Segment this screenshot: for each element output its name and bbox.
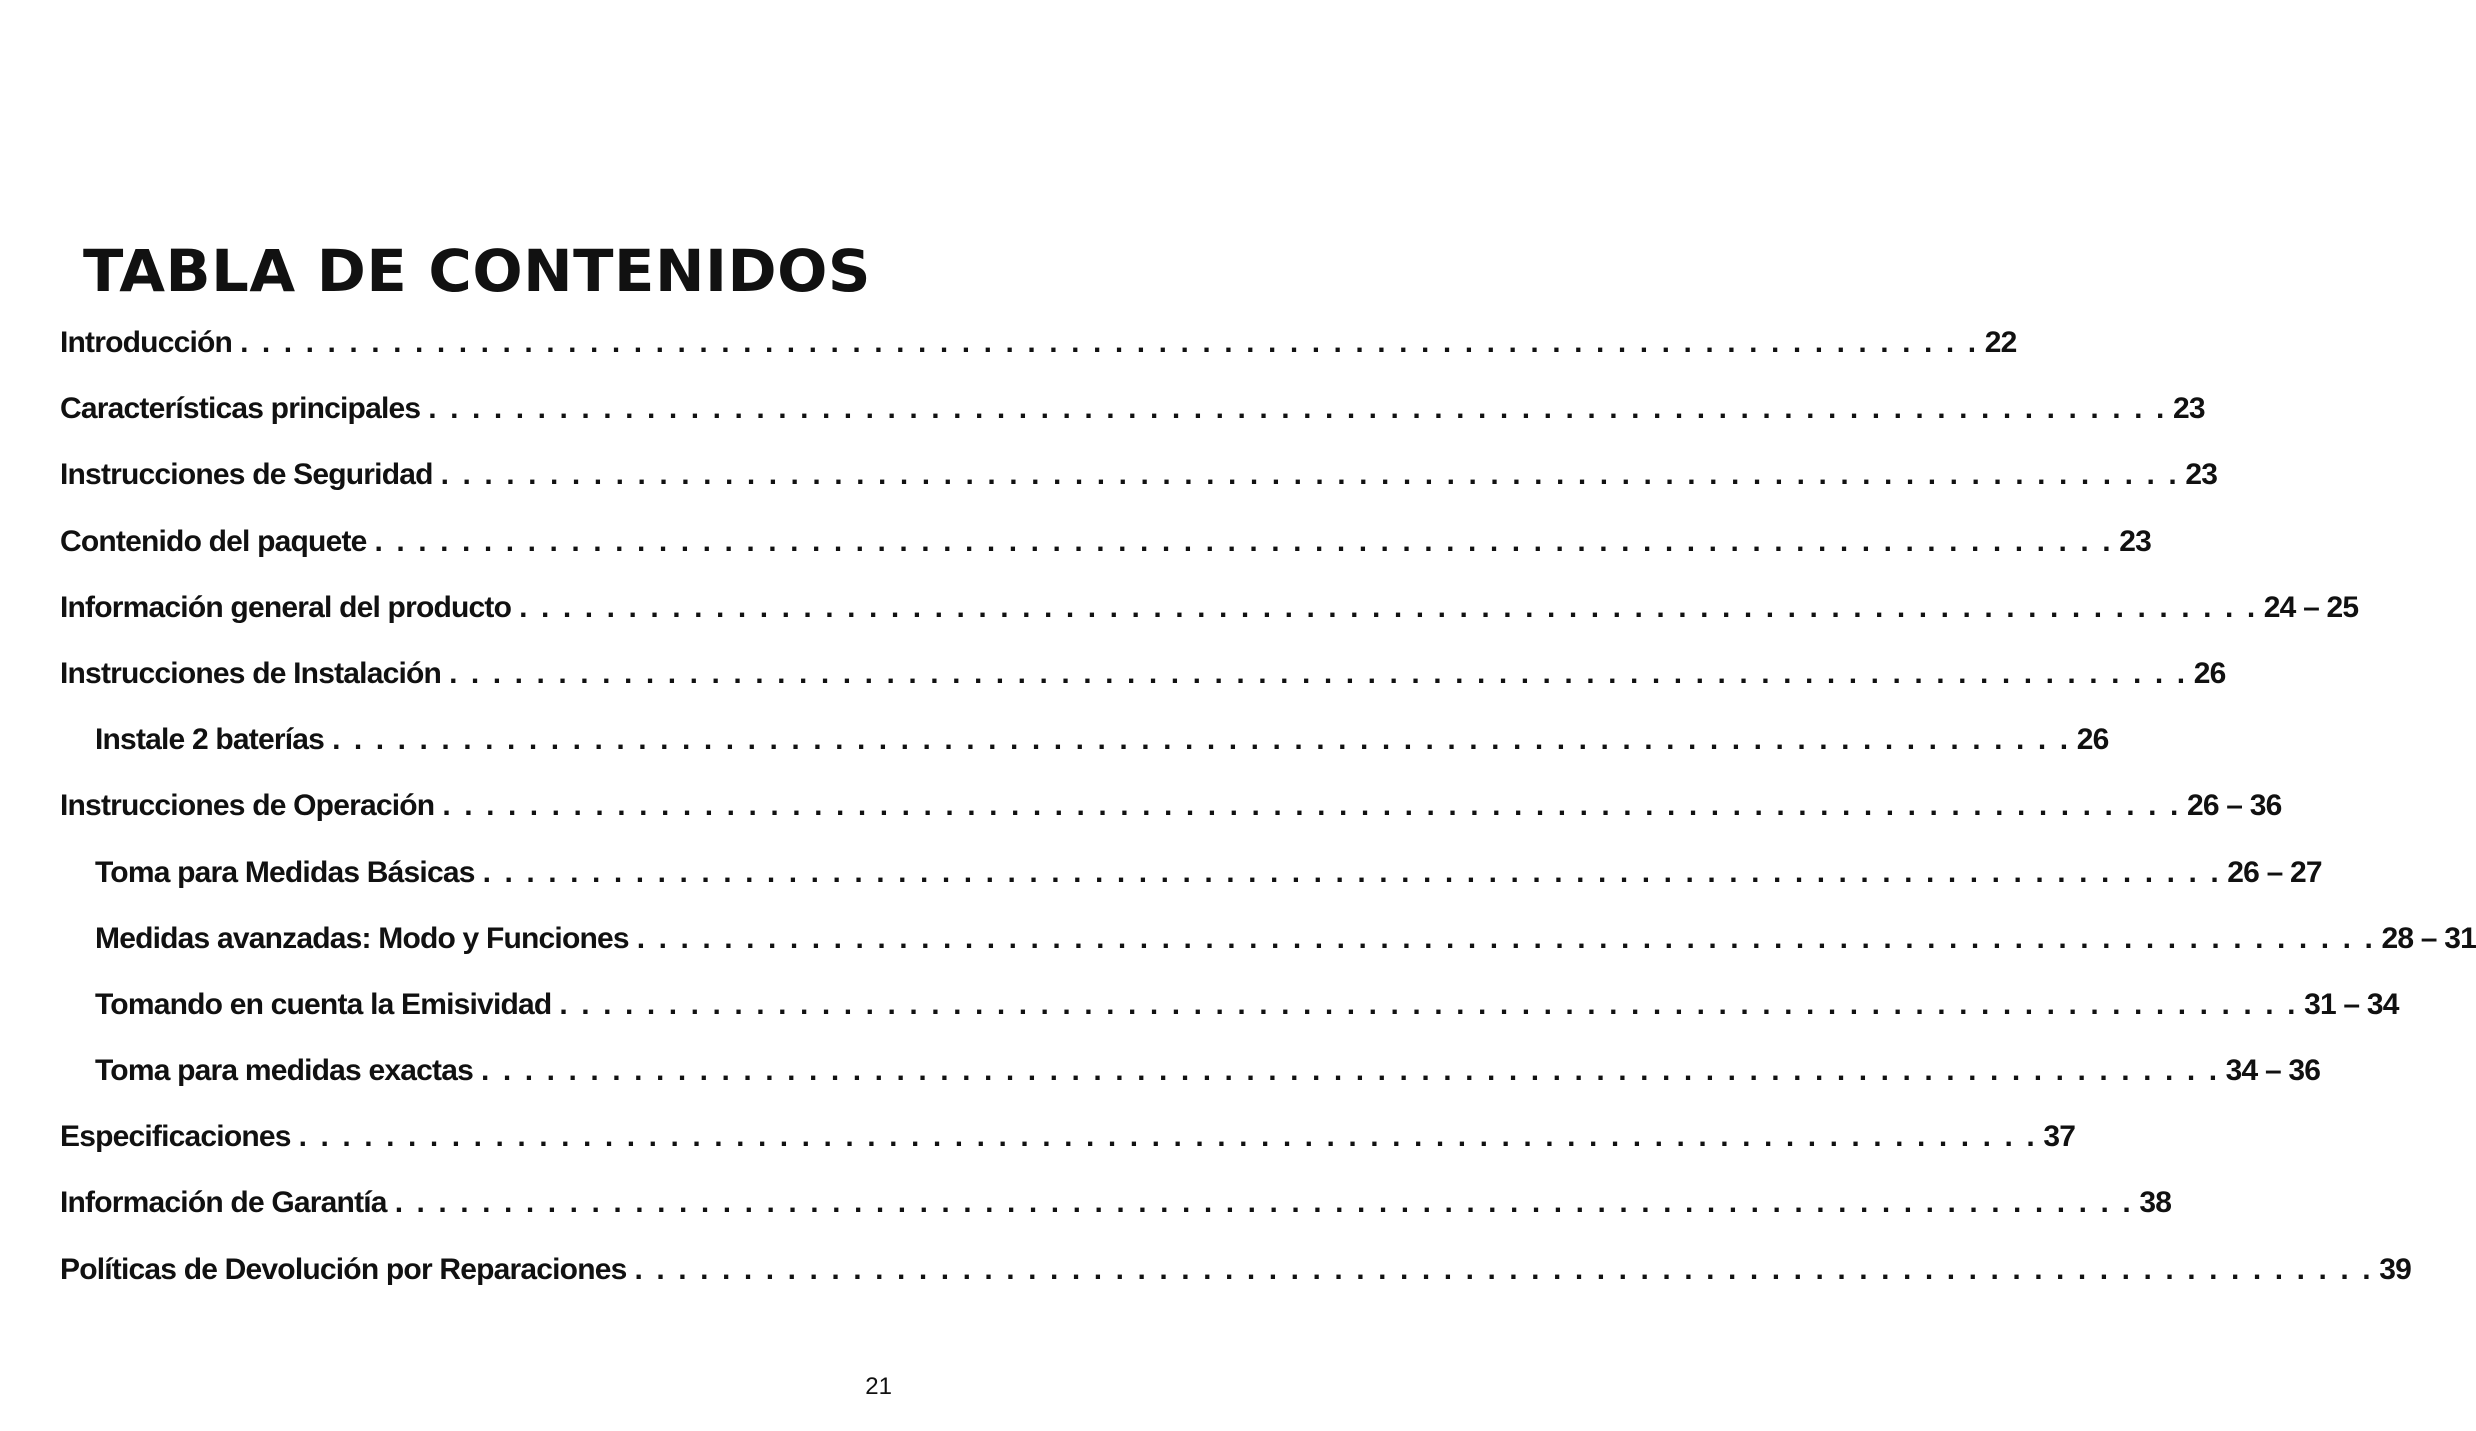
toc-entry-page: 24 – 25 <box>2263 590 2359 624</box>
toc-entry-label: Tomando en cuenta la Emisividad <box>95 987 552 1021</box>
toc-entry-page: 31 – 34 <box>2304 987 2399 1021</box>
toc-entry-page: 26 – 36 <box>2187 789 2282 823</box>
page-title: TABLA DE CONTENIDOS <box>82 237 872 305</box>
toc-entry-label: Introducción <box>60 326 233 359</box>
toc-leader-dots: . . . . . . . . . . . . . . . . . . . . . . . . . . . . . . . . . . . . . . . . . . . . . . . . . . . . . . . . . . . . . . . . . . . . . . . . . . . . . . . . <box>374 524 2114 558</box>
toc-entry-page: 39 <box>2379 1252 2411 1286</box>
toc-leader-dots: . . . . . . . . . . . . . . . . . . . . . . . . . . . . . . . . . . . . . . . . . . . . . . . . . . . . . . . . . . . . . . . . . . . . . . . . . . . . . . . . <box>332 723 2071 757</box>
toc-leader-dots: . . . . . . . . . . . . . . . . . . . . . . . . . . . . . . . . . . . . . . . . . . . . . . . . . . . . . . . . . . . . . . . . . . . . . . . . . . . . . . . . <box>519 590 2258 624</box>
toc-entry-page: 26 – 27 <box>2227 855 2322 889</box>
toc-entry-label: Características principales <box>60 392 421 426</box>
toc-subentry <box>60 707 2109 773</box>
toc-leader-dots: . . . . . . . . . . . . . . . . . . . . . . . . . . . . . . . . . . . . . . . . . . . . . . . . . . . . . . . . . . . . . . . . . . . . . . . . . . . . . . . . <box>482 855 2222 889</box>
toc-leader-dots: . . . . . . . . . . . . . . . . . . . . . . . . . . . . . . . . . . . . . . . . . . . . . . . . . . . . . . . . . . . . . . . . . . . . . . . . . . . . . . . . <box>480 1054 2220 1088</box>
toc-leader-dots: . . . . . . . . . . . . . . . . . . . . . . . . . . . . . . . . . . . . . . . . . . . . . . . . . . . . . . . . . . . . . . . . . . . . . . . . . . . . . . . . <box>298 1120 2038 1154</box>
toc-entry <box>60 376 2205 442</box>
toc-entry-label: Información general del producto <box>60 590 512 624</box>
toc-entry-page: 23 <box>2172 392 2205 426</box>
toc-entry-page: 23 <box>2119 524 2151 558</box>
toc-entry-page: 38 <box>2139 1186 2172 1220</box>
toc-entry-label: Medidas avanzadas: Modo y Funciones <box>95 921 629 955</box>
toc-entry-label: Especificaciones <box>60 1120 291 1154</box>
toc-entry <box>60 575 2359 641</box>
toc-subentry <box>60 840 2322 906</box>
toc-entry-page: 34 – 36 <box>2225 1054 2321 1088</box>
toc-entry-label: Instale 2 baterías <box>95 723 325 757</box>
toc-entry-page: 26 <box>2076 723 2109 757</box>
toc-entry <box>60 1104 2076 1170</box>
toc-entry <box>60 773 2282 839</box>
toc-leader-dots: . . . . . . . . . . . . . . . . . . . . . . . . . . . . . . . . . . . . . . . . . . . . . . . . . . . . . . . . . . . . . . . . . . . . . . . . . . . . . . . . <box>442 789 2181 823</box>
toc-entry <box>60 442 2218 508</box>
table-of-contents <box>60 310 2476 1303</box>
toc-entry-label: Toma para Medidas Básicas <box>95 855 475 889</box>
toc-entry-label: Toma para medidas exactas <box>95 1054 473 1088</box>
toc-entry-label: Instrucciones de Operación <box>60 789 435 823</box>
toc-entry <box>60 1170 2172 1236</box>
toc-entry <box>60 1237 2411 1303</box>
toc-leader-dots: . . . . . . . . . . . . . . . . . . . . . . . . . . . . . . . . . . . . . . . . . . . . . . . . . . . . . . . . . . . . . . . . . . . . . . . . . . . . . . . . <box>394 1186 2134 1220</box>
toc-entry-label: Políticas de Devolución por Reparaciones <box>60 1252 627 1286</box>
toc-subentry <box>60 1038 2321 1104</box>
toc-entry-page: 28 – 31 <box>2381 921 2476 955</box>
toc-entry <box>60 641 2226 707</box>
toc-entry-label: Instrucciones de Seguridad <box>60 458 433 492</box>
toc-leader-dots: . . . . . . . . . . . . . . . . . . . . . . . . . . . . . . . . . . . . . . . . . . . . . . . . . . . . . . . . . . . . . . . . . . . . . . . . . . . . . . . . <box>636 921 2376 955</box>
toc-entry-label: Contenido del paquete <box>60 524 367 558</box>
toc-leader-dots: . . . . . . . . . . . . . . . . . . . . . . . . . . . . . . . . . . . . . . . . . . . . . . . . . . . . . . . . . . . . . . . . . . . . . . . . . . . . . . . . <box>559 987 2299 1021</box>
toc-subentry <box>60 972 2399 1038</box>
toc-leader-dots: . . . . . . . . . . . . . . . . . . . . . . . . . . . . . . . . . . . . . . . . . . . . . . . . . . . . . . . . . . . . . . . . . . . . . . . . . . . . . . . . <box>634 1252 2374 1286</box>
toc-leader-dots: . . . . . . . . . . . . . . . . . . . . . . . . . . . . . . . . . . . . . . . . . . . . . . . . . . . . . . . . . . . . . . . . . . . . . . . . . . . . . . . . <box>449 656 2188 690</box>
toc-entry <box>60 509 2151 575</box>
toc-entry-label: Instrucciones de Instalación <box>60 656 442 690</box>
toc-entry-page: 23 <box>2185 458 2218 492</box>
toc-entry-page: 26 <box>2193 656 2226 690</box>
toc-leader-dots: . . . . . . . . . . . . . . . . . . . . . . . . . . . . . . . . . . . . . . . . . . . . . . . . . . . . . . . . . . . . . . . . . . . . . . . . . . . . . . . . <box>440 458 2180 492</box>
toc-entry-label: Información de Garantía <box>60 1186 387 1220</box>
toc-subentry <box>60 906 2476 972</box>
toc-entry-page: 37 <box>2043 1120 2076 1154</box>
page-number: 21 <box>865 1373 892 1400</box>
toc-entry <box>60 310 2017 376</box>
toc-leader-dots: . . . . . . . . . . . . . . . . . . . . . . . . . . . . . . . . . . . . . . . . . . . . . . . . . . . . . . . . . . . . . . . . . . . . . . . . . . . . . . . . <box>428 392 2167 426</box>
toc-entry-page: 22 <box>1984 326 2017 359</box>
toc-leader-dots: . . . . . . . . . . . . . . . . . . . . . . . . . . . . . . . . . . . . . . . . . . . . . . . . . . . . . . . . . . . . . . . . . . . . . . . . . . . . . . . . <box>240 326 1979 359</box>
